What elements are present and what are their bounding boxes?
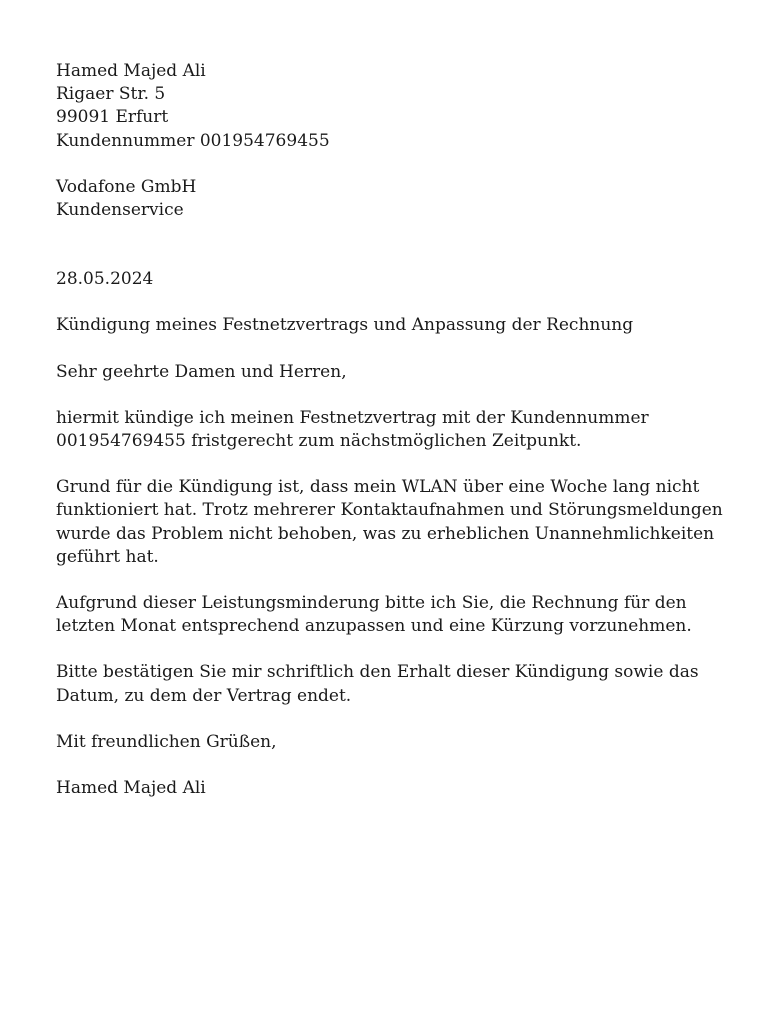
spacer: [56, 338, 736, 361]
spacer: [56, 222, 736, 268]
letter-subject: Kündigung meines Festnetzvertrags und Anpassung der Rechnung: [56, 315, 634, 336]
paragraph-line: Aufgrund dieser Leistungsminderung bitte ich Sie, die Rechnung für den: [56, 593, 687, 614]
paragraph-invoice-adjustment: [56, 592, 736, 638]
paragraph-line: Grund für die Kündigung ist, dass mein WLAN über eine Woche lang nicht: [56, 477, 700, 498]
spacer: [56, 453, 736, 476]
paragraph-line: Bitte bestätigen Sie mir schriftlich den Erhalt dieser Kündigung sowie das: [56, 662, 699, 683]
salutation: Sehr geehrte Damen und Herren,: [56, 361, 347, 382]
paragraph-cancellation: [56, 407, 736, 453]
sender-address: [56, 60, 736, 153]
letter-date: 28.05.2024: [56, 269, 154, 290]
paragraph-line: wurde das Problem nicht behoben, was zu erheblichen Unannehmlichkeiten: [56, 523, 715, 544]
spacer: [56, 569, 736, 592]
closing: Mit freundlichen Grüßen,: [56, 731, 277, 752]
sender-city: 99091 Erfurt: [56, 107, 169, 128]
recipient-company: Vodafone GmbH: [56, 176, 197, 197]
signature-name: Hamed Majed Ali: [56, 778, 206, 799]
paragraph-reason: [56, 476, 736, 569]
recipient-department: Kundenservice: [56, 200, 184, 221]
spacer: [56, 638, 736, 661]
sender-customer-number: Kundennummer 001954769455: [56, 130, 330, 151]
paragraph-line: hiermit kündige ich meinen Festnetzvertrag mit der Kundennummer: [56, 407, 649, 428]
paragraph-line: funktioniert hat. Trotz mehrerer Kontaktaufnahmen und Störungsmeldungen: [56, 500, 723, 521]
paragraph-line: letzten Monat entsprechend anzupassen und eine Kürzung vorzunehmen.: [56, 616, 692, 637]
sender-street: Rigaer Str. 5: [56, 84, 166, 105]
recipient-address: [56, 176, 736, 222]
spacer: [56, 708, 736, 731]
paragraph-line: geführt hat.: [56, 546, 159, 567]
spacer: [56, 384, 736, 407]
sender-name: Hamed Majed Ali: [56, 61, 206, 81]
spacer: [56, 754, 736, 777]
letter-page: [56, 60, 736, 800]
spacer: [56, 291, 736, 314]
paragraph-confirmation-request: [56, 661, 736, 707]
spacer: [56, 153, 736, 176]
paragraph-line: Datum, zu dem der Vertrag endet.: [56, 685, 352, 706]
paragraph-line: 001954769455 fristgerecht zum nächstmöglichen Zeitpunkt.: [56, 431, 582, 452]
